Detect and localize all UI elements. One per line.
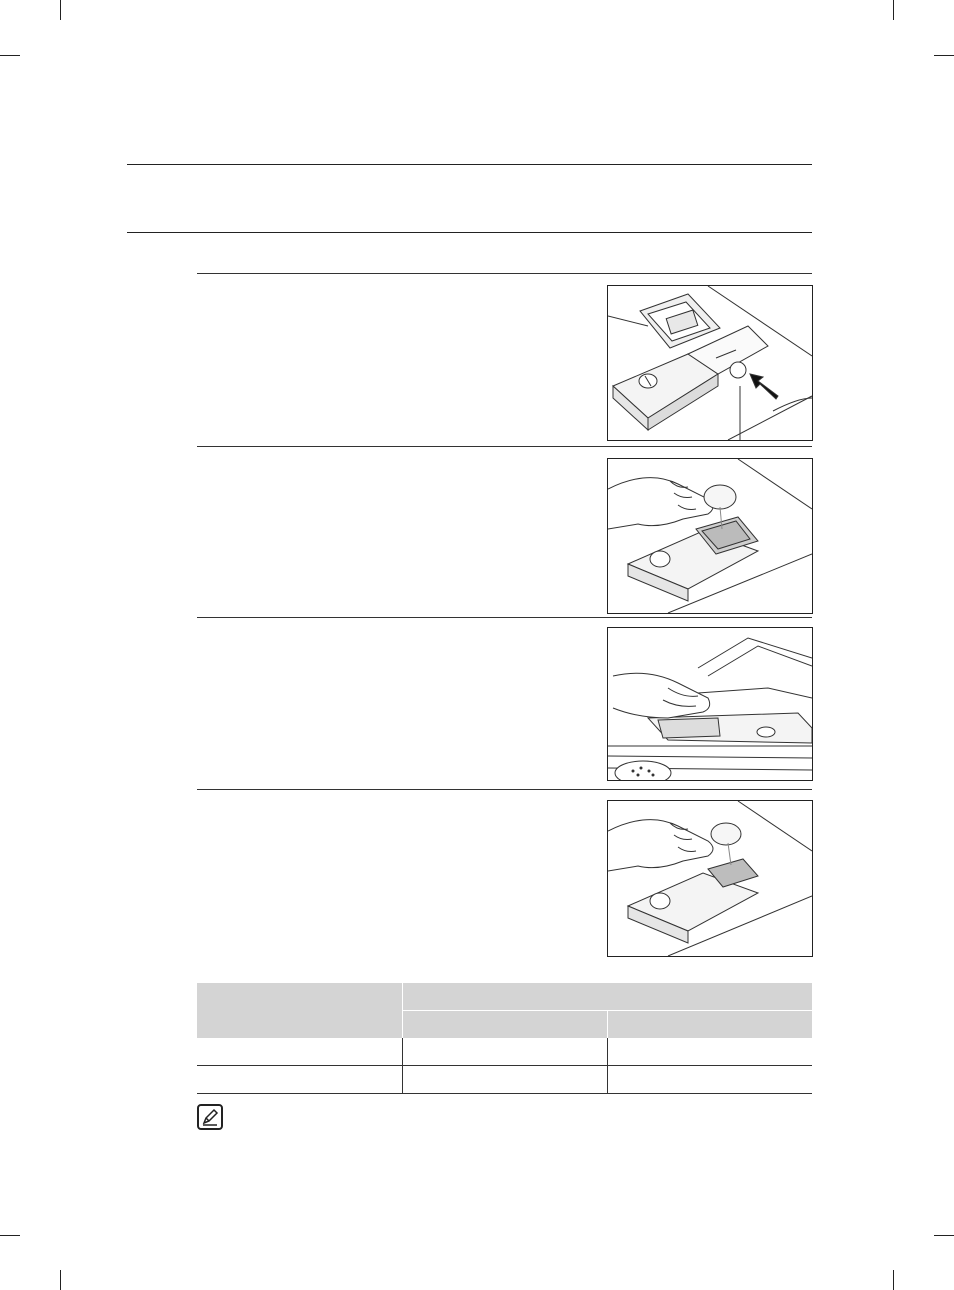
step-divider xyxy=(197,789,812,790)
dosage-table xyxy=(197,983,812,1094)
crop-mark xyxy=(0,1235,20,1236)
section-bottom-rule xyxy=(127,232,812,233)
crop-mark xyxy=(0,55,20,56)
crop-mark xyxy=(893,1270,894,1290)
crop-mark xyxy=(60,1270,61,1290)
note-pencil-icon xyxy=(197,1104,223,1130)
step-divider xyxy=(197,273,812,274)
figure-close-lid xyxy=(607,627,813,781)
table-header-left xyxy=(197,983,403,1038)
crop-mark xyxy=(934,55,954,56)
table-header-group xyxy=(403,983,813,1011)
crop-mark xyxy=(893,0,894,20)
step-divider xyxy=(197,617,812,618)
table-subheader-2 xyxy=(608,1011,813,1039)
table-cell xyxy=(608,1038,813,1066)
crop-mark xyxy=(934,1235,954,1236)
figure-pour-detergent xyxy=(607,458,813,614)
section-top-rule xyxy=(127,164,812,165)
figure-pour-rinse-aid xyxy=(607,800,813,957)
step-divider xyxy=(197,446,812,447)
table-header-row xyxy=(197,983,812,1011)
table-row xyxy=(197,1066,812,1094)
figure-dispenser-open xyxy=(607,285,813,441)
table-cell xyxy=(197,1066,403,1094)
crop-mark xyxy=(60,0,61,20)
table-subheader-1 xyxy=(403,1011,608,1039)
table-cell xyxy=(403,1038,608,1066)
table-cell xyxy=(608,1066,813,1094)
table-row xyxy=(197,1038,812,1066)
table-cell xyxy=(197,1038,403,1066)
table-cell xyxy=(403,1066,608,1094)
